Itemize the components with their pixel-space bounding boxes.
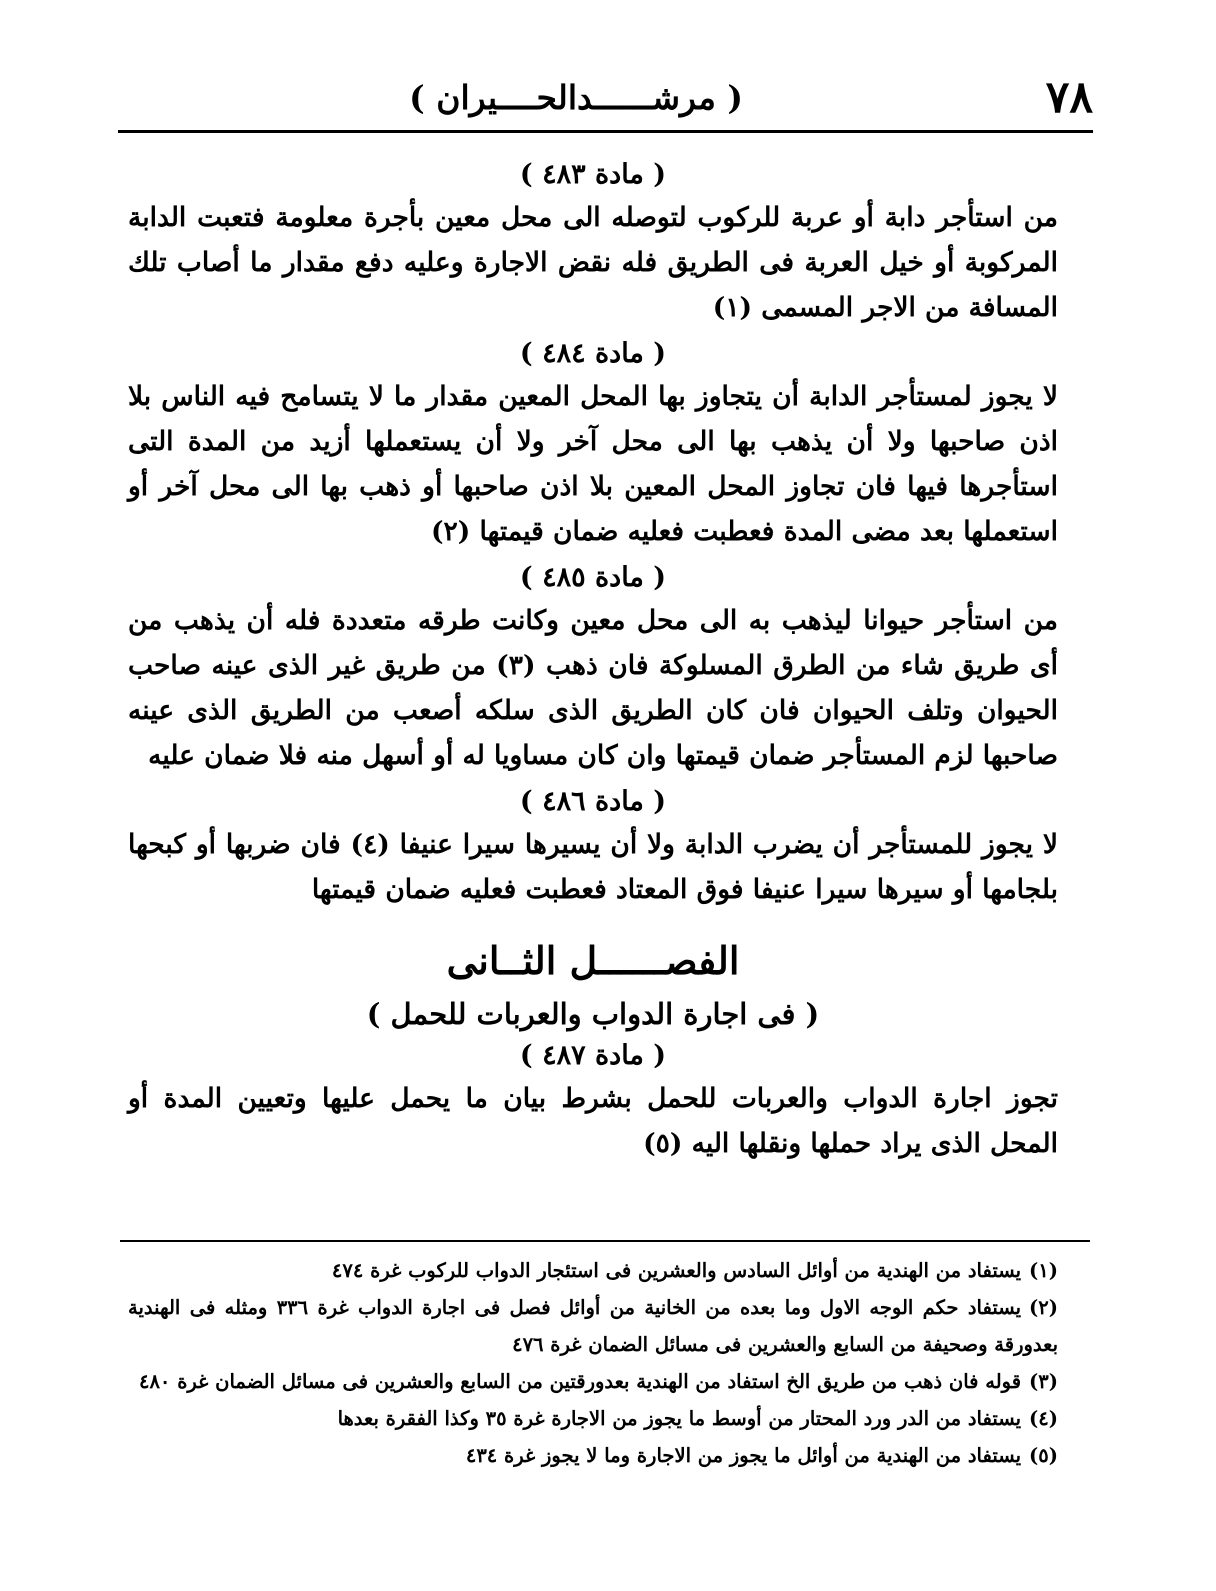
chapter-subtitle: ( فى اجارة الدواب والعربات للحمل ) <box>366 997 820 1031</box>
footnotes <box>128 1252 1058 1474</box>
footnote-number: (٢) <box>1029 1296 1058 1319</box>
footnote <box>128 1437 1058 1474</box>
article-text: تجوز اجارة الدواب والعربات للحمل بشرط بيان ما يحمل عليها وتعيين المدة أو المحل الذى يراد حملها ونقلها اليه (٥) <box>128 1083 1058 1159</box>
footnote-rule <box>120 1240 1090 1242</box>
footnote <box>128 1289 1058 1363</box>
footnote-number: (٤) <box>1029 1407 1058 1430</box>
article-text: لا يجوز لمستأجر الدابة أن يتجاوز بها المحل المعين مقدار ما لا يتسامح فيه الناس بلا اذن صاحبها ولا أن يذهب بها الى محل آخر ولا أن يستعملها أزيد من المدة التى استأجرها فيها فان تجاوز المحل المعين بلا اذن صاحبها أو ذهب بها الى محل آخر أو استعملها بعد مضى المدة فعطبت فعليه ضمان قيمتها (٢) <box>128 381 1058 547</box>
footnote-number: (٣) <box>1029 1370 1058 1393</box>
article-heading: ( مادة ٤٨٥ ) <box>519 562 667 593</box>
footnote-number: (٥) <box>1029 1444 1058 1467</box>
footnote <box>128 1400 1058 1437</box>
page-header <box>118 72 1093 124</box>
footnote <box>128 1252 1058 1289</box>
article-heading: ( مادة ٤٨٧ ) <box>519 1040 667 1071</box>
article-text: من استأجر حيوانا ليذهب به الى محل معين وكانت طرقه متعددة فله أن يذهب من أى طريق شاء من الطرق المسلوكة فان ذهب (٣) من طريق غير الذى عينه صاحب الحيوان وتلف الحيوان فان كان الطريق الذى سلكه أصعب من الطريق الذى عينه صاحبها لزم المستأجر ضمان قيمتها وان كان مساويا له أو أسهل منه فلا ضمان عليه <box>128 605 1058 771</box>
footnote-number: (١) <box>1029 1259 1058 1282</box>
footnote-text: يستفاد من الدر ورد المحتار من أوسط ما يجوز من الاجارة غرة ٣٥ وكذا الفقرة بعدها <box>337 1407 1022 1430</box>
footnote-text: يستفاد من الهندية من أوائل ما يجوز من الاجارة وما لا يجوز غرة ٤٣٤ <box>465 1444 1022 1467</box>
page-number: ٧٨ <box>1045 72 1093 123</box>
main-text <box>128 155 1058 1170</box>
article-text: من استأجر دابة أو عربة للركوب لتوصله الى محل معين بأجرة معلومة فتعبت الدابة المركوبة أو خيل العربة فى الطريق فله نقض الاجارة وعليه دفع مقدار ما أصاب تلك المسافة من الاجر المسمى (١) <box>128 202 1058 323</box>
article-heading: ( مادة ٤٨٤ ) <box>519 338 667 369</box>
article-heading: ( مادة ٤٨٦ ) <box>519 786 667 817</box>
chapter-title: الفصــــــل الثــانى <box>446 938 740 983</box>
header-rule <box>118 130 1093 133</box>
article-text: لا يجوز للمستأجر أن يضرب الدابة ولا أن يسيرها سيرا عنيفا (٤) فان ضربها أو كبحها بلجامها أو سيرها سيرا عنيفا فوق المعتاد فعطبت فعليه ضمان قيمتها <box>128 829 1058 905</box>
footnote-text: قوله فان ذهب من طريق الخ استفاد من الهندية بعدورقتين من السابع والعشرين فى مسائل الضمان غرة ٤٨٠ <box>138 1370 1022 1393</box>
article-heading: ( مادة ٤٨٣ ) <box>519 159 667 190</box>
footnote-text: يستفاد من الهندية من أوائل السادس والعشرين فى استئجار الدواب للركوب غرة ٤٧٤ <box>331 1259 1022 1282</box>
footnote-text: يستفاد حكم الوجه الاول وما بعده من الخانية من أوائل فصل فى اجارة الدواب غرة ٣٣٦ ومثله فى الهندية بعدورقة وصحيفة من السابع والعشرين فى مسائل الضمان غرة ٤٧٦ <box>128 1296 1058 1356</box>
footnote <box>128 1363 1058 1400</box>
running-title: ( مرشــــــدالحــــيران ) <box>409 78 743 117</box>
